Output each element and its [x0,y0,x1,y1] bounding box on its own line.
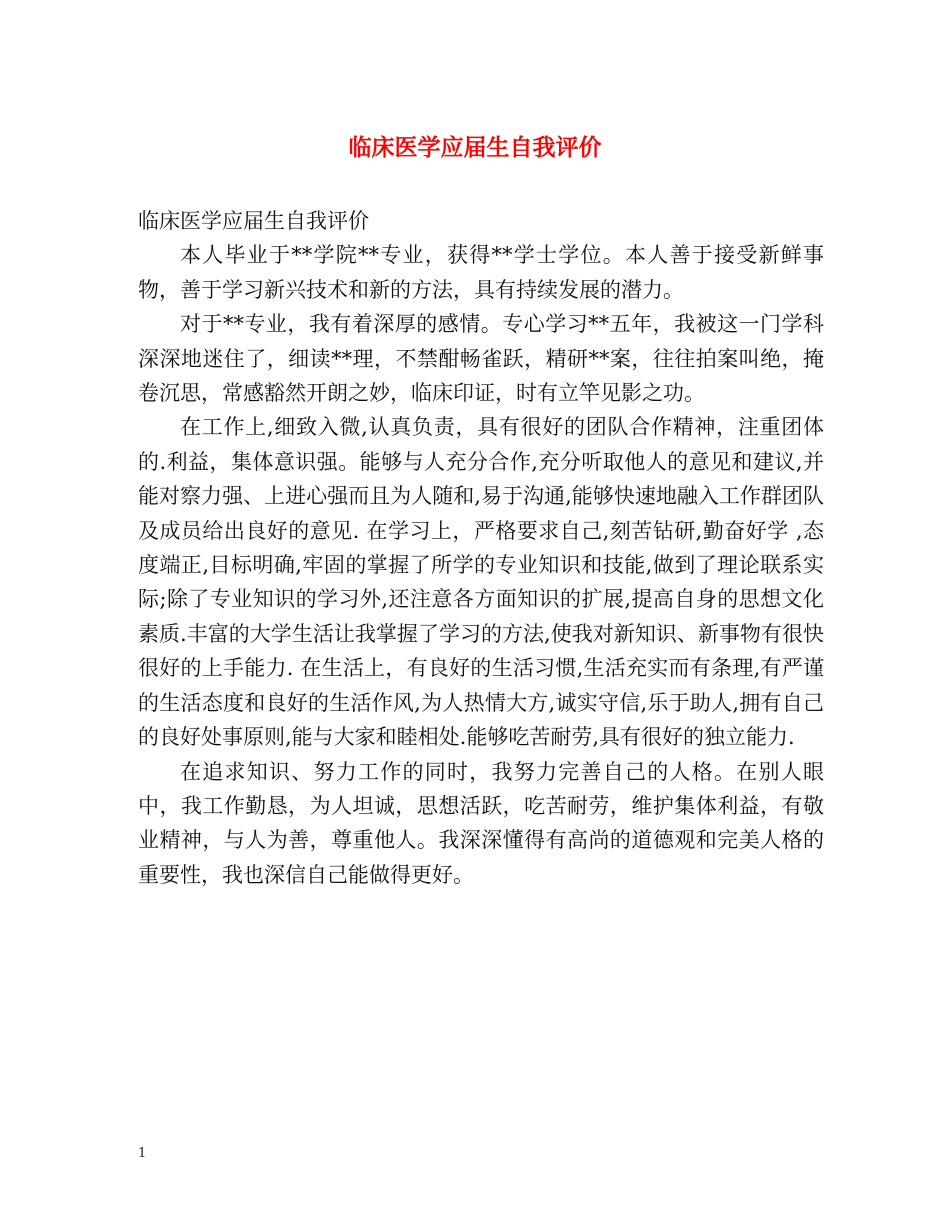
paragraph-4: 在追求知识、努力工作的同时，我努力完善自己的人格。在别人眼中，我工作勤恳，为人坦诚，思想活跃，吃苦耐劳，维护集体利益，有敬业精神，与人为善，尊重他人。我深深懂得有高尚的道德观和完美人格的重要性，我也深信自己能做得更好。 [138,759,824,887]
document-title: 临床医学应届生自我评价 [348,134,602,161]
body-heading: 临床医学应届生自我评价 [138,209,369,233]
page-number: 1 [138,1146,147,1161]
document-body [138,204,824,892]
paragraph-3: 在工作上,细致入微,认真负责，具有很好的团队合作精神，注重团体的.利益，集体意识强。能够与人充分合作,充分听取他人的意见和建议,并能对察力强、上进心强而且为人随和,易于沟通,能够快速地融入工作群团队及成员给出良好的意见. 在学习上，严格要求自己,刻苦钻研,勤奋好学 ,态度端正,目标明确,牢固的掌握了所学的专业知识和技能,做到了理论联系实际;除了专业知识的学习外,还注意各方面知识的扩展,提高自身的思想文化素质.丰富的大学生活让我掌握了学习的方法,使我对新知识、新事物有很快很好的上手能力. 在生活上，有良好的生活习惯,生活充实而有条理,有严谨的生活态度和良好的生活作风,为人热情大方,诚实守信,乐于助人,拥有自己的良好处事原则,能与大家和睦相处.能够吃苦耐劳,具有很好的独立能力. [138,415,824,750]
paragraph-2: 对于**专业，我有着深厚的感情。专心学习**五年，我被这一门学科深深地迷住了，细读**理，不禁酣畅雀跃，精研**案，往往拍案叫绝，掩卷沉思，常感豁然开朗之妙，临床印证，时有立竿见影之功。 [138,312,824,406]
paragraph-1: 本人毕业于**学院**专业，获得**学士学位。本人善于接受新鲜事物，善于学习新兴技术和新的方法，具有持续发展的潜力。 [138,243,824,302]
